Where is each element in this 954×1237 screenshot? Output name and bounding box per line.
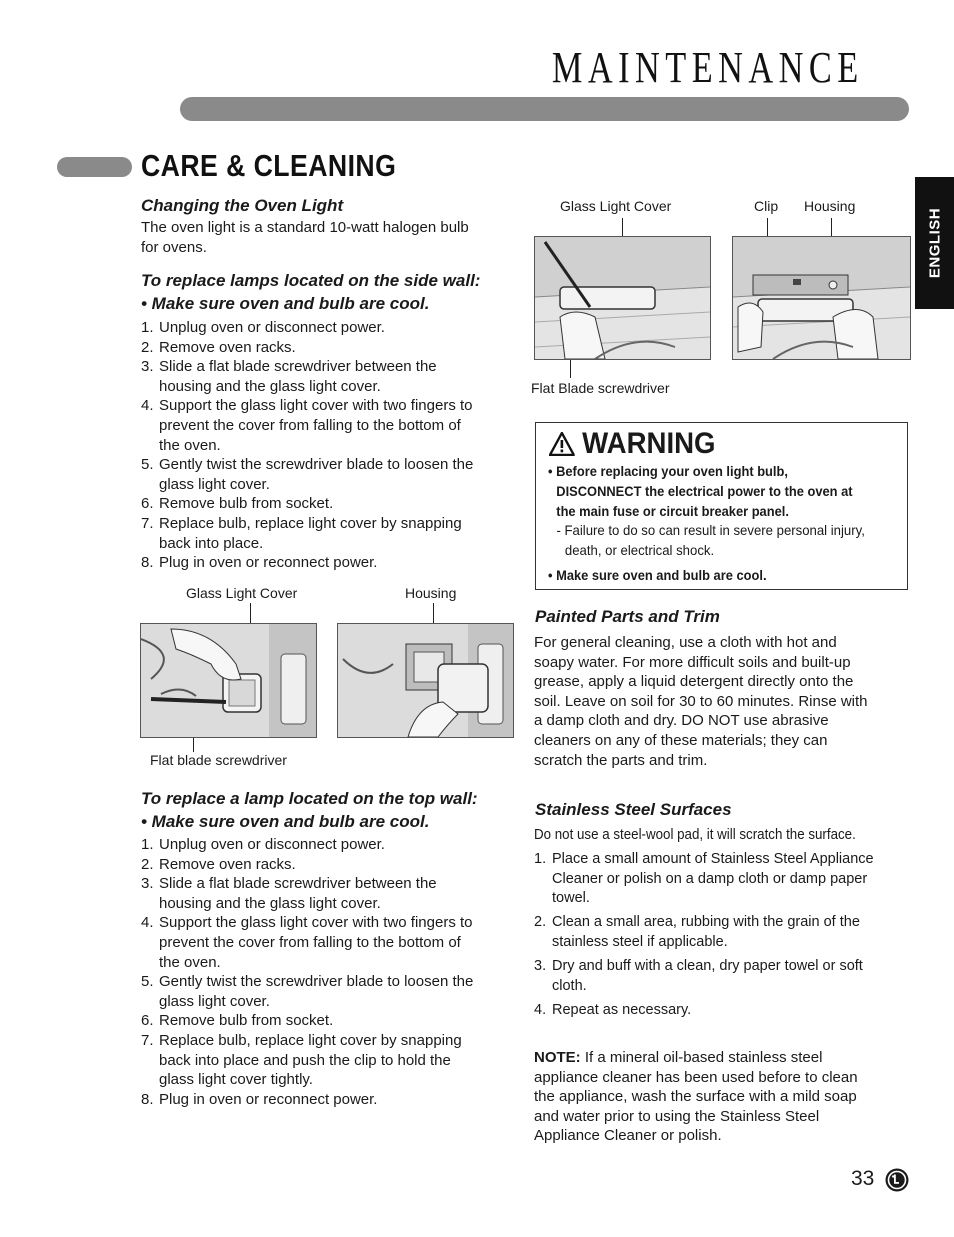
list-item xyxy=(534,957,904,996)
language-tab-label: ENGLISH xyxy=(926,207,943,279)
lg-logo-icon xyxy=(885,1168,909,1192)
list-item xyxy=(141,396,511,455)
painted-line: cleaners on any of these materials; they can xyxy=(534,731,828,749)
note-first-line xyxy=(534,1048,858,1068)
step-line: Replace bulb, replace light cover by snapping xyxy=(159,514,462,532)
stainless-steps xyxy=(534,850,904,1025)
step-line: Clean a small area, rubbing with the grain of the xyxy=(552,914,860,931)
step-number: 6. xyxy=(141,495,154,513)
top-wall-heading-line: To replace a lamp located on the top wall: xyxy=(141,789,478,808)
painted-body xyxy=(534,633,868,770)
step-number: 7. xyxy=(141,514,154,532)
step-line: glass light cover tightly. xyxy=(159,1071,313,1089)
top-wall-steps xyxy=(141,835,511,1109)
painted-line: For general cleaning, use a cloth with hot and xyxy=(534,634,837,651)
label-flat-blade-screwdriver: Flat Blade screwdriver xyxy=(531,380,670,396)
label-housing: Housing xyxy=(804,198,856,214)
list-item xyxy=(141,318,511,338)
step-line: Support the glass light cover with two fingers to xyxy=(159,397,473,415)
step-number: 8. xyxy=(141,554,154,572)
step-line: Repeat as necessary. xyxy=(552,1001,692,1018)
step-line: Remove bulb from socket. xyxy=(159,495,334,513)
step-number: 6. xyxy=(141,1012,154,1030)
top-wall-heading xyxy=(141,787,478,833)
list-item xyxy=(141,1011,511,1031)
painted-line: a damp cloth and dry. DO NOT use abrasive xyxy=(534,712,829,730)
list-item xyxy=(141,835,511,855)
note-line: appliance cleaner has been used before to clean xyxy=(534,1068,858,1086)
side-wall-heading-line: To replace lamps located on the side wall: xyxy=(141,271,481,290)
step-line: Unplug oven or disconnect power. xyxy=(159,836,385,853)
side-wall-heading-line: • Make sure oven and bulb are cool. xyxy=(141,294,430,313)
step-number: 2. xyxy=(141,855,154,873)
side-wall-figure-2 xyxy=(337,623,514,738)
step-number: 1. xyxy=(141,319,154,336)
warning-line: • Before replacing your oven light bulb, xyxy=(548,463,788,479)
intro-line: for ovens. xyxy=(141,238,207,256)
note-label: NOTE: xyxy=(534,1049,581,1066)
painted-heading: Painted Parts and Trim xyxy=(535,607,720,626)
step-line: Place a small amount of Stainless Steel Appliance xyxy=(552,851,874,867)
list-item xyxy=(141,514,511,553)
step-number: 5. xyxy=(141,456,154,474)
step-line: Slide a flat blade screwdriver between the xyxy=(159,875,437,893)
warning-items xyxy=(548,461,903,585)
top-wall-heading-line: • Make sure oven and bulb are cool. xyxy=(141,812,430,831)
step-line: back into place. xyxy=(159,534,264,552)
top-wall-figure-1 xyxy=(534,236,711,360)
painted-line: scratch the parts and trim. xyxy=(534,751,708,769)
step-line: Dry and buff with a clean, dry paper towel or soft xyxy=(552,957,863,974)
list-item xyxy=(534,1001,904,1021)
title-pill xyxy=(57,157,132,177)
list-item xyxy=(141,1090,511,1110)
step-number: 4. xyxy=(141,914,154,932)
warning-line: the main fuse or circuit breaker panel. xyxy=(556,503,789,519)
step-number: 4. xyxy=(534,1001,547,1018)
list-item xyxy=(141,455,511,494)
step-line: Replace bulb, replace light cover by snapping xyxy=(159,1031,462,1049)
list-item xyxy=(534,850,904,909)
step-number: 1. xyxy=(141,836,154,853)
step-line: housing and the glass light cover. xyxy=(159,377,381,395)
step-number: 5. xyxy=(141,973,154,991)
step-line: back into place and push the clip to hold the xyxy=(159,1051,451,1069)
page-title: CARE & CLEANING xyxy=(141,148,397,183)
list-item xyxy=(141,874,511,913)
list-item xyxy=(141,913,511,972)
painted-line: soapy water. For more difficult soils and built-up xyxy=(534,653,851,671)
header-bar xyxy=(180,97,909,121)
step-line: Remove oven racks. xyxy=(159,855,296,873)
list-item xyxy=(141,1031,511,1090)
step-line: prevent the cover from falling to the bottom of xyxy=(159,416,461,434)
note-line: and water prior to using the Stainless Steel xyxy=(534,1107,820,1125)
step-line: Gently twist the screwdriver blade to loosen the xyxy=(159,456,474,474)
section-title: MAINTENANCE xyxy=(552,43,864,92)
step-line: Cleaner or polish on a damp cloth or damp paper xyxy=(552,870,868,887)
step-line: stainless steel if applicable. xyxy=(552,933,728,950)
painted-line: grease, apply a liquid detergent directly onto the xyxy=(534,673,854,691)
list-item xyxy=(141,338,511,358)
step-line: Gently twist the screwdriver blade to loosen the xyxy=(159,973,474,991)
intro-line: The oven light is a standard 10-watt halogen bulb xyxy=(141,219,469,236)
step-number: 8. xyxy=(141,1090,154,1108)
painted-line: soil. Leave on soil for 30 to 60 minutes. Rinse with xyxy=(534,692,868,710)
step-line: Slide a flat blade screwdriver between the xyxy=(159,358,437,376)
warning-line: DISCONNECT the electrical power to the oven at xyxy=(556,483,853,499)
step-line: glass light cover. xyxy=(159,992,270,1010)
step-number: 3. xyxy=(141,358,154,376)
list-item xyxy=(141,494,511,514)
list-item xyxy=(141,553,511,573)
step-line: prevent the cover from falling to the bottom of xyxy=(159,933,461,951)
step-line: housing and the glass light cover. xyxy=(159,894,381,912)
warning-line: • Make sure oven and bulb are cool. xyxy=(548,567,767,583)
step-line: the oven. xyxy=(159,953,221,971)
label-clip: Clip xyxy=(754,198,779,214)
list-item xyxy=(141,855,511,875)
step-line: Remove oven racks. xyxy=(159,338,296,356)
list-item xyxy=(141,972,511,1011)
side-wall-steps xyxy=(141,318,511,573)
step-line: Support the glass light cover with two fingers to xyxy=(159,914,473,932)
stainless-note xyxy=(534,1048,858,1146)
step-number: 1. xyxy=(534,851,547,867)
step-line: Plug in oven or reconnect power. xyxy=(159,1090,378,1108)
stainless-intro: Do not use a steel-wool pad, it will scratch the surface. xyxy=(534,827,856,843)
language-tab[interactable] xyxy=(915,177,954,309)
side-wall-figure-1 xyxy=(140,623,317,738)
label-glass-light-cover: Glass Light Cover xyxy=(186,585,298,601)
step-line: glass light cover. xyxy=(159,475,270,493)
step-number: 4. xyxy=(141,397,154,415)
note-line: Appliance Cleaner or polish. xyxy=(534,1127,722,1145)
warning-title xyxy=(549,427,716,461)
top-wall-figure-2 xyxy=(732,236,911,360)
step-number: 2. xyxy=(534,914,547,931)
list-item xyxy=(534,913,904,952)
step-number: 7. xyxy=(141,1031,154,1049)
label-housing: Housing xyxy=(405,585,457,601)
warning-triangle-icon xyxy=(549,432,575,456)
warning-sub-line: - Failure to do so can result in severe personal injury, xyxy=(556,522,865,538)
warning-box xyxy=(535,422,908,590)
step-line: towel. xyxy=(552,890,590,907)
step-line: the oven. xyxy=(159,436,221,454)
step-number: 3. xyxy=(534,957,547,974)
step-line: Plug in oven or reconnect power. xyxy=(159,554,378,572)
step-line: Remove bulb from socket. xyxy=(159,1012,334,1030)
side-wall-heading xyxy=(141,269,480,315)
oven-light-intro xyxy=(141,218,469,257)
label-flat-blade-screwdriver: Flat blade screwdriver xyxy=(150,752,287,768)
step-number: 2. xyxy=(141,338,154,356)
oven-light-heading: Changing the Oven Light xyxy=(141,196,344,215)
stainless-heading: Stainless Steel Surfaces xyxy=(535,800,732,819)
note-line: the appliance, wash the surface with a mild soap xyxy=(534,1088,857,1106)
list-item xyxy=(141,357,511,396)
label-glass-light-cover: Glass Light Cover xyxy=(560,198,672,214)
page-number: 33 xyxy=(851,1167,875,1190)
warning-title-text: WARNING xyxy=(582,427,716,460)
step-line: Unplug oven or disconnect power. xyxy=(159,319,385,336)
note-line: If a mineral oil-based stainless steel xyxy=(580,1049,823,1066)
step-line: cloth. xyxy=(552,977,587,994)
step-number: 3. xyxy=(141,875,154,893)
warning-sub-line: death, or electrical shock. xyxy=(564,541,715,558)
